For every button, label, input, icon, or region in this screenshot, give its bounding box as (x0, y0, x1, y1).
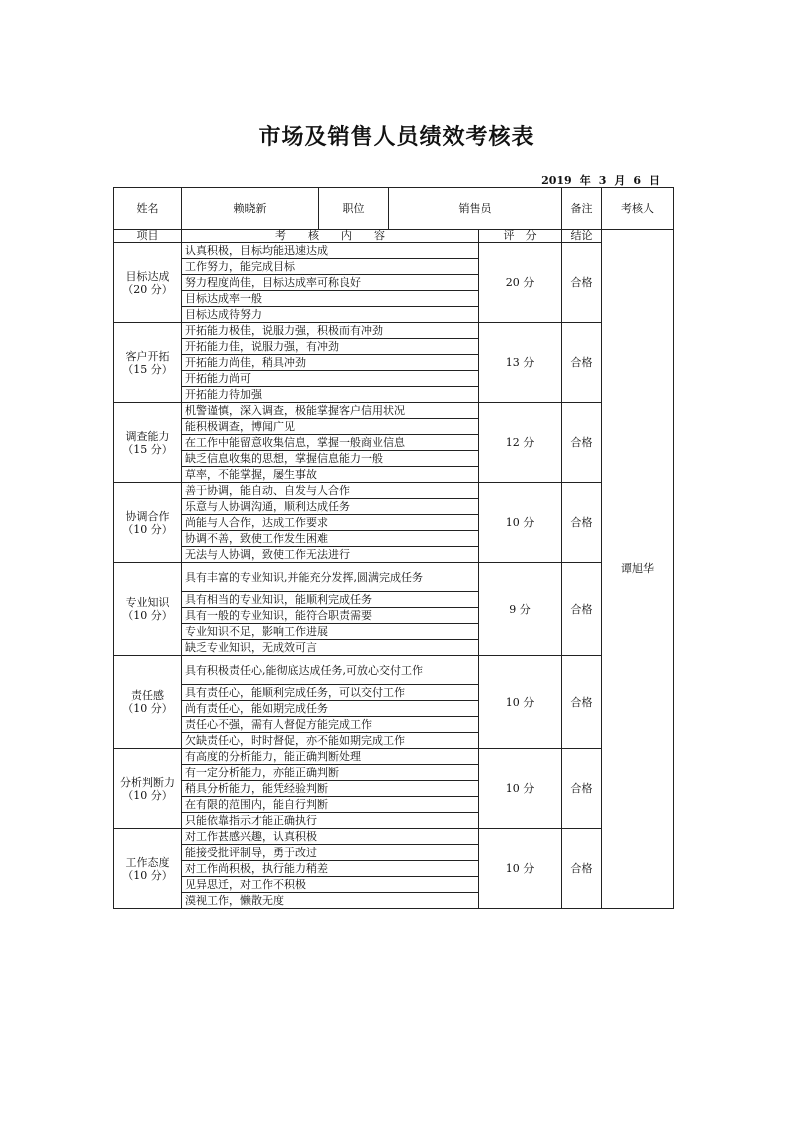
date-line (400, 172, 660, 188)
section-points: （20 分） (122, 282, 173, 296)
criteria-text: 责任心不强，需有人督促方能完成工作 (182, 717, 479, 733)
reviewer-label: 考核人 (602, 188, 674, 230)
position-value: 销售员 (389, 188, 562, 230)
section-name: 专业知识 (125, 596, 170, 609)
criteria-row (114, 243, 674, 259)
section-item (114, 403, 182, 483)
criteria-text: 善于协调，能自动、自发与人合作 (182, 483, 479, 499)
criteria-text: 工作努力，能完成目标 (182, 259, 479, 275)
section-item (114, 656, 182, 749)
section-score: 12 分 (479, 403, 562, 483)
section-name: 客户开拓 (125, 349, 170, 363)
date-day: 6 (633, 174, 641, 187)
criteria-text: 具有责任心，能顺利完成任务，可以交付工作 (182, 685, 479, 701)
criteria-row (114, 403, 674, 419)
criteria-row (114, 563, 674, 592)
section-name: 目标达成 (125, 269, 170, 283)
remark-label: 备注 (562, 188, 602, 230)
criteria-text: 有高度的分析能力，能正确判断处理 (182, 749, 479, 765)
criteria-text: 开拓能力极佳，说服力强，积极而有冲劲 (182, 323, 479, 339)
position-label: 职位 (319, 188, 389, 230)
section-name: 责任感 (131, 689, 164, 702)
section-item (114, 563, 182, 656)
criteria-text: 具有积极责任心,能彻底达成任务,可放心交付工作 (182, 656, 479, 685)
section-score: 10 分 (479, 483, 562, 563)
criteria-text: 目标达成率一般 (182, 291, 479, 307)
criteria-row (114, 323, 674, 339)
section-item (114, 829, 182, 909)
section-score: 13 分 (479, 323, 562, 403)
criteria-text: 漠视工作，懒散无度 (182, 893, 479, 909)
criteria-text: 乐意与人协调沟通，顺利达成任务 (182, 499, 479, 515)
section-result: 合格 (562, 403, 602, 483)
section-name: 工作态度 (125, 855, 170, 869)
criteria-text: 机警谨慎，深入调查，极能掌握客户信用状况 (182, 403, 479, 419)
col-conclusion: 结论 (562, 230, 602, 243)
criteria-text: 欠缺责任心，时时督促，亦不能如期完成工作 (182, 733, 479, 749)
section-points: （10 分） (122, 702, 173, 715)
date-month-label: 月 (614, 174, 626, 187)
criteria-row (114, 483, 674, 499)
criteria-text: 开拓能力待加强 (182, 387, 479, 403)
header-row (114, 188, 674, 230)
section-result: 合格 (562, 749, 602, 829)
criteria-text: 开拓能力尚可 (182, 371, 479, 387)
section-points: （15 分） (122, 362, 173, 376)
section-points: （10 分） (122, 868, 173, 882)
criteria-row (114, 749, 674, 765)
section-score: 9 分 (479, 563, 562, 656)
section-name: 分析判断力 (120, 775, 175, 789)
section-name: 调查能力 (125, 429, 170, 443)
page-title: 市场及销售人员绩效考核表 (258, 124, 535, 150)
section-result: 合格 (562, 323, 602, 403)
criteria-text: 只能依靠指示才能正确执行 (182, 813, 479, 829)
section-result: 合格 (562, 483, 602, 563)
criteria-text: 对工作尚积极，执行能力稍差 (182, 861, 479, 877)
criteria-text: 在有限的范围内，能自行判断 (182, 797, 479, 813)
criteria-row (114, 656, 674, 685)
criteria-text: 见异思迁，对工作不积极 (182, 877, 479, 893)
assessment-table (113, 187, 674, 909)
criteria-text: 稍具分析能力，能凭经验判断 (182, 781, 479, 797)
criteria-text: 开拓能力佳，说服力强，有冲劲 (182, 339, 479, 355)
col-item: 项目 (114, 230, 182, 243)
criteria-text: 专业知识不足，影响工作进展 (182, 624, 479, 640)
section-result: 合格 (562, 829, 602, 909)
date-year-label: 年 (579, 174, 591, 187)
section-points: （10 分） (122, 788, 173, 802)
section-result: 合格 (562, 243, 602, 323)
section-score: 20 分 (479, 243, 562, 323)
criteria-text: 具有丰富的专业知识,并能充分发挥,圆满完成任务 (182, 563, 479, 592)
reviewer-name: 谭旭华 (602, 230, 674, 909)
criteria-text: 能接受批评制导，勇于改过 (182, 845, 479, 861)
criteria-text: 缺乏专业知识，无成效可言 (182, 640, 479, 656)
section-item (114, 483, 182, 563)
section-item (114, 323, 182, 403)
criteria-row (114, 829, 674, 845)
name-value: 赖晓新 (182, 188, 319, 230)
criteria-text: 努力程度尚佳，目标达成率可称良好 (182, 275, 479, 291)
criteria-text: 缺乏信息收集的思想，掌握信息能力一般 (182, 451, 479, 467)
criteria-text: 具有相当的专业知识，能顺利完成任务 (182, 592, 479, 608)
criteria-text: 在工作中能留意收集信息，掌握一般商业信息 (182, 435, 479, 451)
section-score: 10 分 (479, 829, 562, 909)
criteria-text: 尚能与人合作，达成工作要求 (182, 515, 479, 531)
criteria-text: 草率，不能掌握，屡生事故 (182, 467, 479, 483)
criteria-text: 开拓能力尚佳，稍具冲劲 (182, 355, 479, 371)
criteria-text: 对工作甚感兴趣，认真积极 (182, 829, 479, 845)
name-label: 姓名 (114, 188, 182, 230)
section-item (114, 749, 182, 829)
col-score: 评 分 (479, 230, 562, 243)
section-name: 协调合作 (125, 509, 170, 523)
col-content: 考 核 内 容 (182, 230, 479, 243)
date-day-label: 日 (649, 174, 660, 187)
criteria-text: 协调不善，致使工作发生困难 (182, 531, 479, 547)
section-item (114, 243, 182, 323)
criteria-text: 有一定分析能力，亦能正确判断 (182, 765, 479, 781)
section-points: （10 分） (122, 609, 173, 622)
criteria-text: 认真积极，目标均能迅速达成 (182, 243, 479, 259)
date-month: 3 (598, 174, 607, 187)
criteria-text: 无法与人协调，致使工作无法进行 (182, 547, 479, 563)
criteria-text: 具有一般的专业知识，能符合职责需要 (182, 608, 479, 624)
criteria-text: 能积极调查，博闻广见 (182, 419, 479, 435)
section-result: 合格 (562, 656, 602, 749)
criteria-text: 目标达成待努力 (182, 307, 479, 323)
section-result: 合格 (562, 563, 602, 656)
section-score: 10 分 (479, 656, 562, 749)
date-year: 2019 (541, 174, 572, 187)
criteria-text: 尚有责任心，能如期完成任务 (182, 701, 479, 717)
section-score: 10 分 (479, 749, 562, 829)
section-points: （10 分） (122, 522, 173, 536)
section-points: （15 分） (122, 442, 173, 456)
column-header-row (114, 230, 674, 243)
